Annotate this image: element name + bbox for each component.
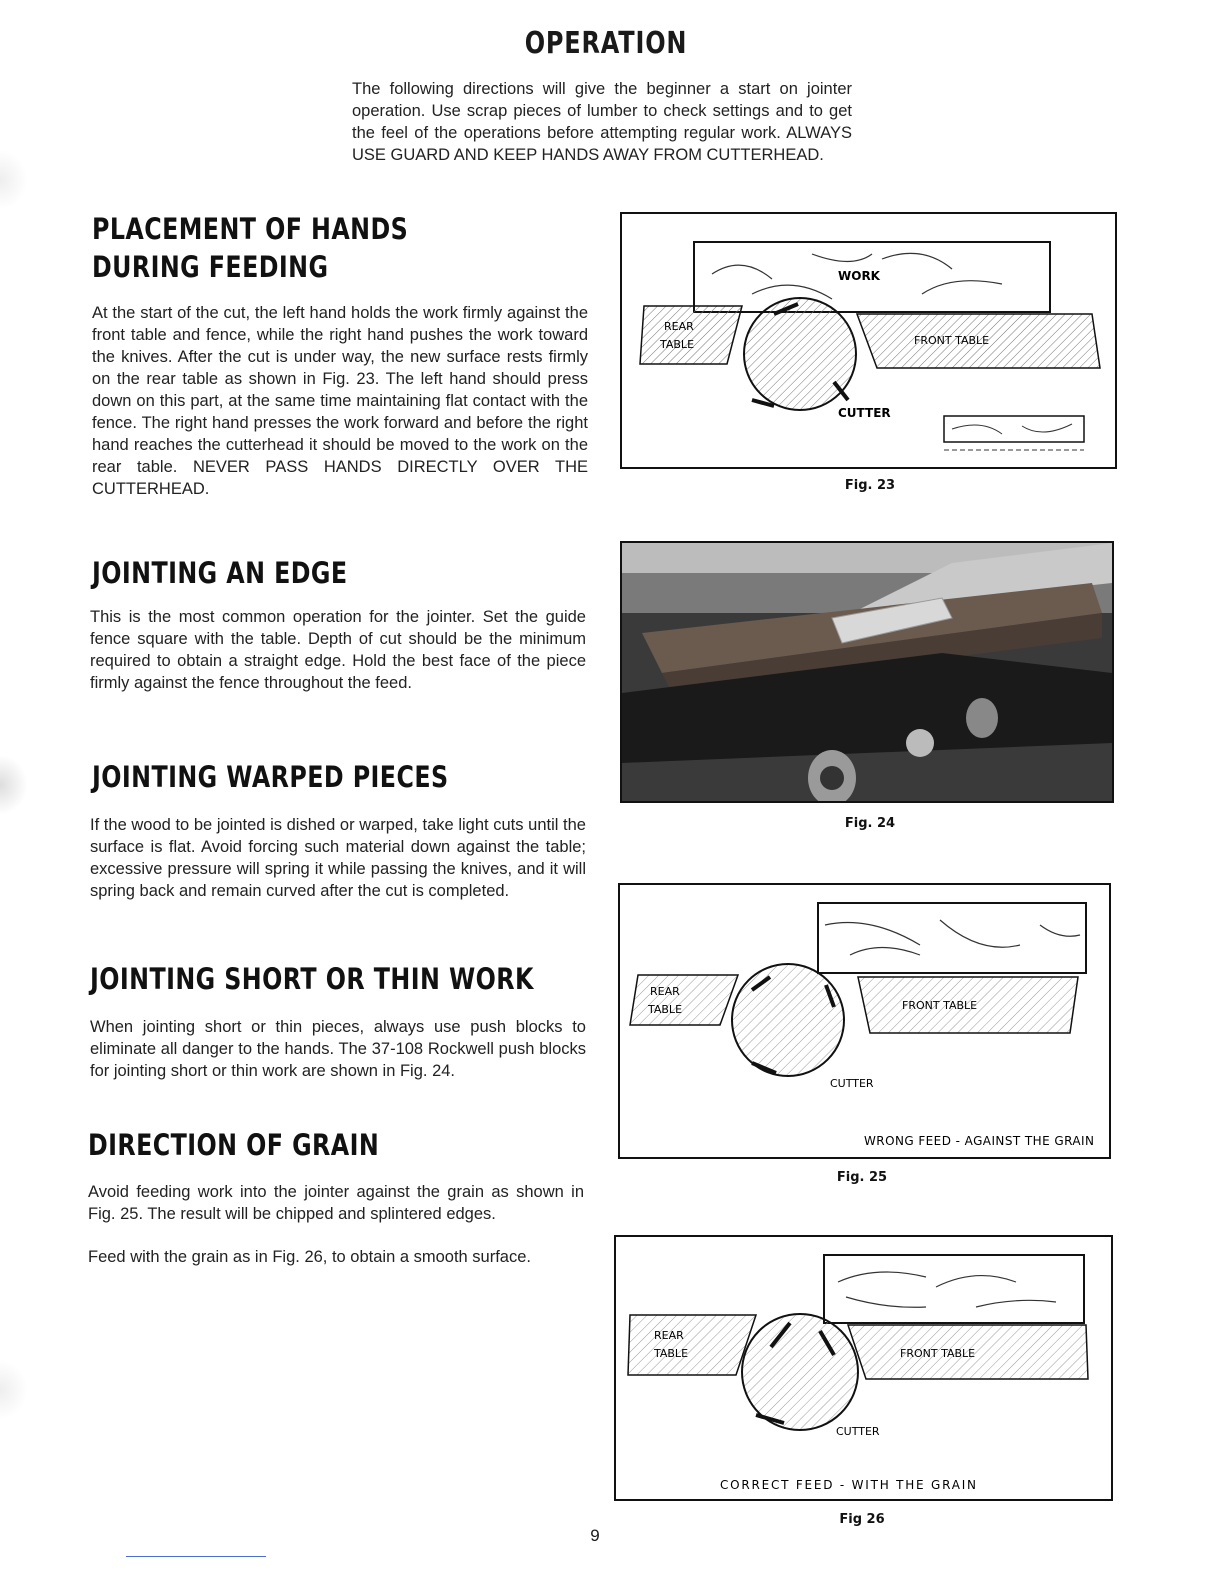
warped-paragraph: If the wood to be jointed is dished or warped, take light cuts until the surface is flat. Avoid forcing such material down against the table; excessive pressure will spring it while passing the knives, and it will spring back and remain curved after the cut is completed. [90, 816, 586, 900]
fig25-rear-line1: REAR [650, 985, 680, 998]
placement-paragraph: At the start of the cut, the left hand holds the work firmly against the front table and fence, while the right hand pushes the work toward the knives. After the cut is under way, the new surface rests firmly on the rear table as shown in Fig. 23. The left hand should press down on this part, at the same time maintaining flat contact with the fence. The right hand presses the work forward and before the right hand reaches the cutterhead it should be moved to the work on the rear table. NEVER PASS HANDS DIRECTLY OVER THE CUTTERHEAD. [92, 304, 588, 498]
fig25-caption: Fig. 25 [836, 1170, 888, 1185]
fig26-cutter-label: CUTTER [836, 1425, 880, 1438]
heading-short-work: JOINTING SHORT OR THIN WORK [90, 962, 534, 996]
fig25-rear-table [630, 975, 738, 1025]
heading-grain: DIRECTION OF GRAIN [88, 1128, 380, 1162]
fig25-cutter-head [732, 964, 844, 1076]
heading-warped: JOINTING WARPED PIECES [92, 760, 449, 794]
page-title: OPERATION [524, 26, 688, 61]
page-number: 9 [590, 1526, 600, 1545]
fig26-diagram [616, 1237, 1111, 1499]
short-work-paragraph: When jointing short or thin pieces, always use push blocks to eliminate all danger to the hands. The 37-108 Rockwell push blocks for jointing short or thin work are shown in Fig. 24. [90, 1018, 586, 1080]
fig24-caption: Fig. 24 [844, 816, 896, 831]
fig23-work-label: WORK [838, 269, 880, 283]
fig23-rear-line2: TABLE [660, 338, 695, 351]
fig25-diagram [620, 885, 1109, 1157]
fig26-rear-line2: TABLE [654, 1347, 689, 1360]
fig23-rear-table [640, 306, 742, 364]
binder-hole-middle [0, 755, 28, 815]
fig23-cutter-head [744, 298, 856, 410]
fig25-front-label: FRONT TABLE [902, 999, 978, 1012]
fig25-rear-line2: TABLE [648, 1003, 683, 1016]
grain-paragraph-2: Feed with the grain as in Fig. 26, to obtain a smooth surface. [88, 1248, 531, 1266]
fig26-rear-line1: REAR [654, 1329, 684, 1342]
figure-26 [614, 1235, 1113, 1501]
figure-24-photo [620, 541, 1114, 803]
fig26-cutter-head [742, 1314, 858, 1430]
grain-paragraph-1: Avoid feeding work into the jointer against the grain as shown in Fig. 25. The result will be chipped and splintered edges. [88, 1183, 584, 1223]
fig26-caption: Fig 26 [839, 1512, 885, 1527]
heading-placement-line1: PLACEMENT OF HANDS [92, 212, 409, 246]
fig24-photo-graphic [622, 543, 1112, 801]
heading-placement-line2: DURING FEEDING [92, 250, 329, 284]
binder-hole-bottom [0, 1360, 28, 1420]
fig26-front-label: FRONT TABLE [900, 1347, 976, 1360]
fig26-feed-label: CORRECT FEED - WITH THE GRAIN [720, 1478, 976, 1492]
footer-rule [126, 1556, 266, 1557]
fig23-caption: Fig. 23 [844, 478, 896, 493]
intro-paragraph: The following directions will give the beginner a start on jointer operation. Use scrap pieces of lumber to check settings and to get the feel of the operations before attempting regular work. ALWAYS USE GUARD AND KEEP HANDS AWAY FROM CUTTERHEAD. [352, 80, 852, 164]
figure-25 [618, 883, 1111, 1159]
fig25-work-piece [818, 903, 1086, 973]
fig26-work-piece [824, 1255, 1084, 1323]
binder-hole-top [0, 150, 28, 210]
fig25-cutter-label: CUTTER [830, 1077, 874, 1090]
fig23-cutter-label: CUTTER [838, 406, 891, 420]
heading-edge: JOINTING AN EDGE [92, 556, 348, 590]
fig23-rear-line1: REAR [664, 320, 694, 333]
edge-paragraph: This is the most common operation for the jointer. Set the guide fence square with the table. Depth of cut should be the minimum required to obtain a straight edge. Hold the best face of the piece firmly against the fence throughout the feed. [90, 608, 586, 692]
figure-23 [620, 212, 1117, 469]
fig23-front-label: FRONT TABLE [914, 334, 990, 347]
fig26-rear-table [628, 1315, 756, 1375]
fig25-feed-label: WRONG FEED - AGAINST THE GRAIN [864, 1134, 1094, 1148]
fig23-diagram [622, 214, 1115, 467]
